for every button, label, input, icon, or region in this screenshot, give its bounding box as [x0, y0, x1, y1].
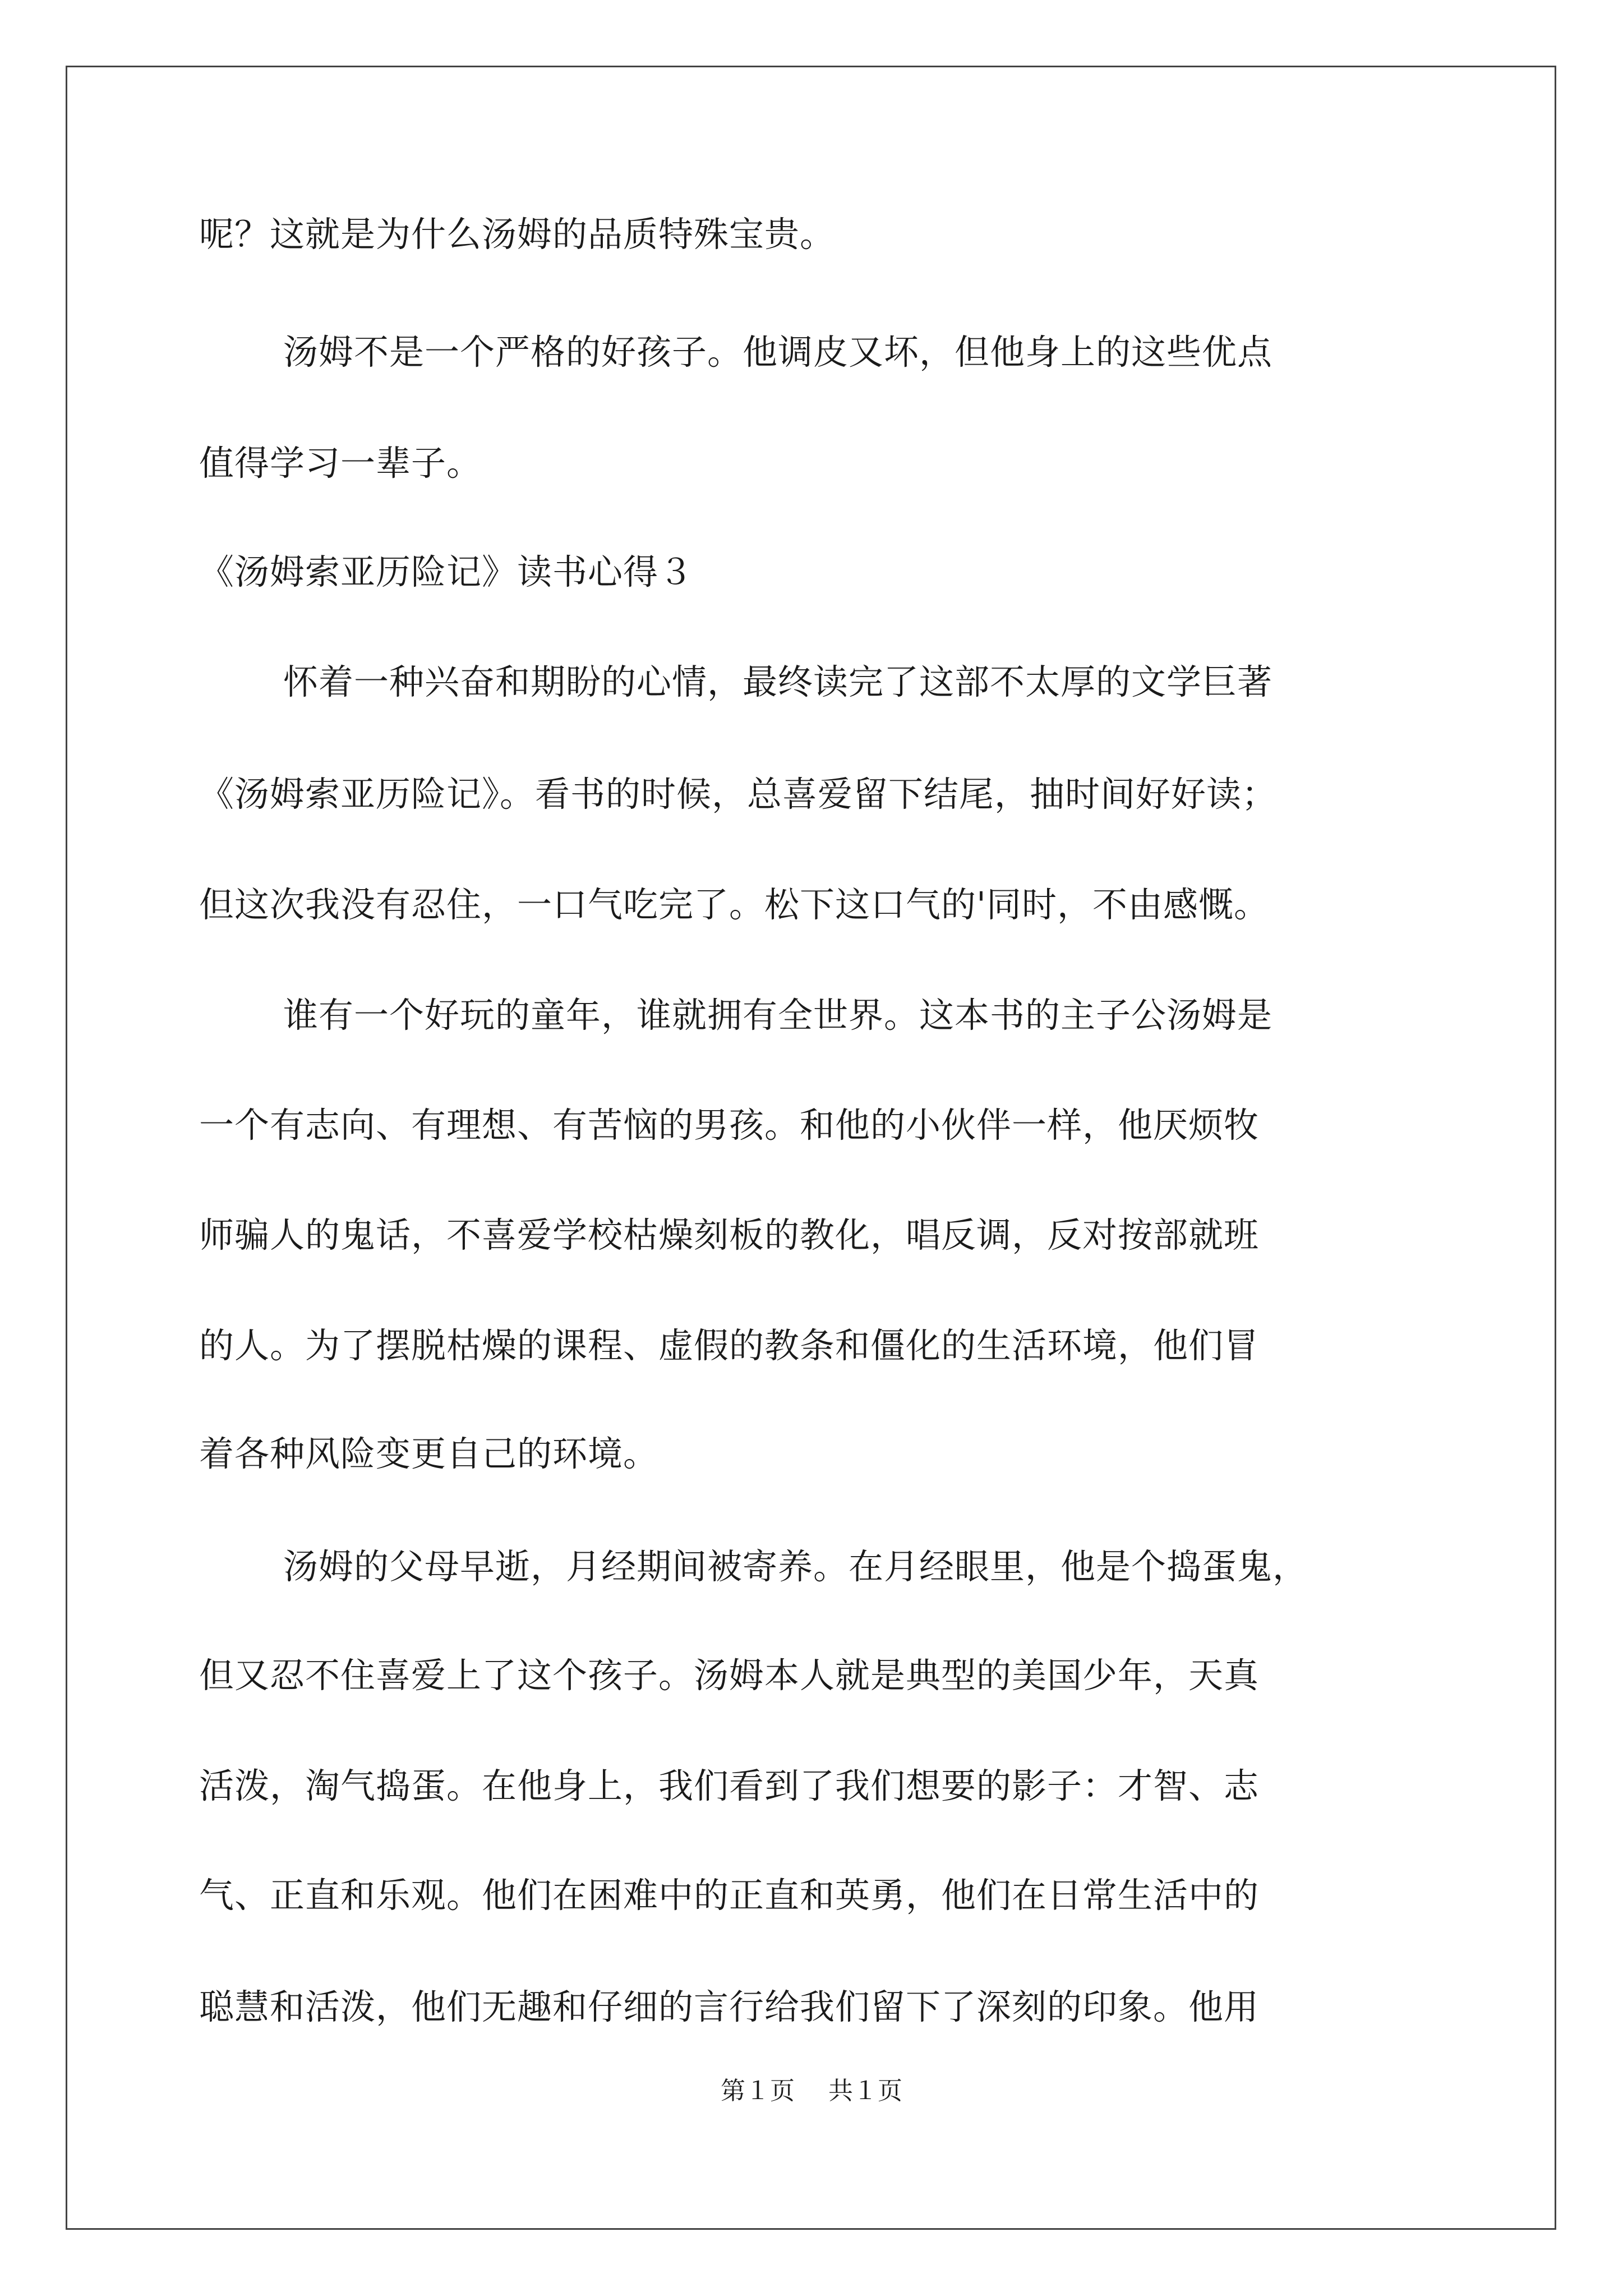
body-line-17: 聪慧和活泼，他们无趣和仔细的言行给我们留下了深刻的印象。他用 — [199, 1986, 1260, 2027]
body-line-11: 的人。为了摆脱枯燥的课程、虚假的教条和僵化的生活环境，他们冒 — [199, 1325, 1260, 1366]
body-line-7: 但这次我没有忍住，一口气吃完了。松下这口气的'同时，不由感慨。 — [199, 884, 1270, 925]
body-line-16: 气、正直和乐观。他们在困难中的正直和英勇，他们在日常生活中的 — [199, 1875, 1260, 1916]
page-number-total: 共１页 — [828, 2077, 902, 2105]
body-line-14: 但又忍不住喜爱上了这个孩子。汤姆本人就是典型的美国少年，天真 — [199, 1655, 1260, 1696]
body-line-13: 汤姆的父母早逝，月经期间被寄养。在月经眼里，他是个捣蛋鬼， — [283, 1546, 1308, 1587]
section-heading: 《汤姆索亚历险记》读书心得３ — [199, 551, 694, 592]
page-footer — [0, 2076, 1623, 2107]
body-line-12: 着各种风险变更自己的环境。 — [199, 1433, 659, 1474]
body-line-3: 值得学习一辈子。 — [199, 443, 482, 484]
body-line-8: 谁有一个好玩的童年，谁就拥有全世界。这本书的主子公汤姆是 — [283, 995, 1273, 1036]
body-line-5: 怀着一种兴奋和期盼的心情，最终读完了这部不太厚的文学巨著 — [283, 661, 1273, 702]
body-line-6: 《汤姆索亚历险记》。看书的时候，总喜爱留下结尾，抽时间好好读； — [199, 774, 1278, 815]
body-line-2: 汤姆不是一个严格的好孩子。他调皮又坏，但他身上的这些优点 — [283, 332, 1273, 372]
body-line-9: 一个有志向、有理想、有苦恼的男孩。和他的小伙伴一样，他厌烦牧 — [199, 1105, 1260, 1145]
body-line-1: 呢？这就是为什么汤姆的品质特殊宝贵。 — [199, 214, 836, 255]
body-line-15: 活泼，淘气捣蛋。在他身上，我们看到了我们想要的影子：才智、志 — [199, 1765, 1260, 1806]
body-line-10: 师骗人的鬼话，不喜爱学校枯燥刻板的教化，唱反调，反对按部就班 — [199, 1214, 1260, 1255]
page-number-current: 第１页 — [721, 2077, 795, 2105]
